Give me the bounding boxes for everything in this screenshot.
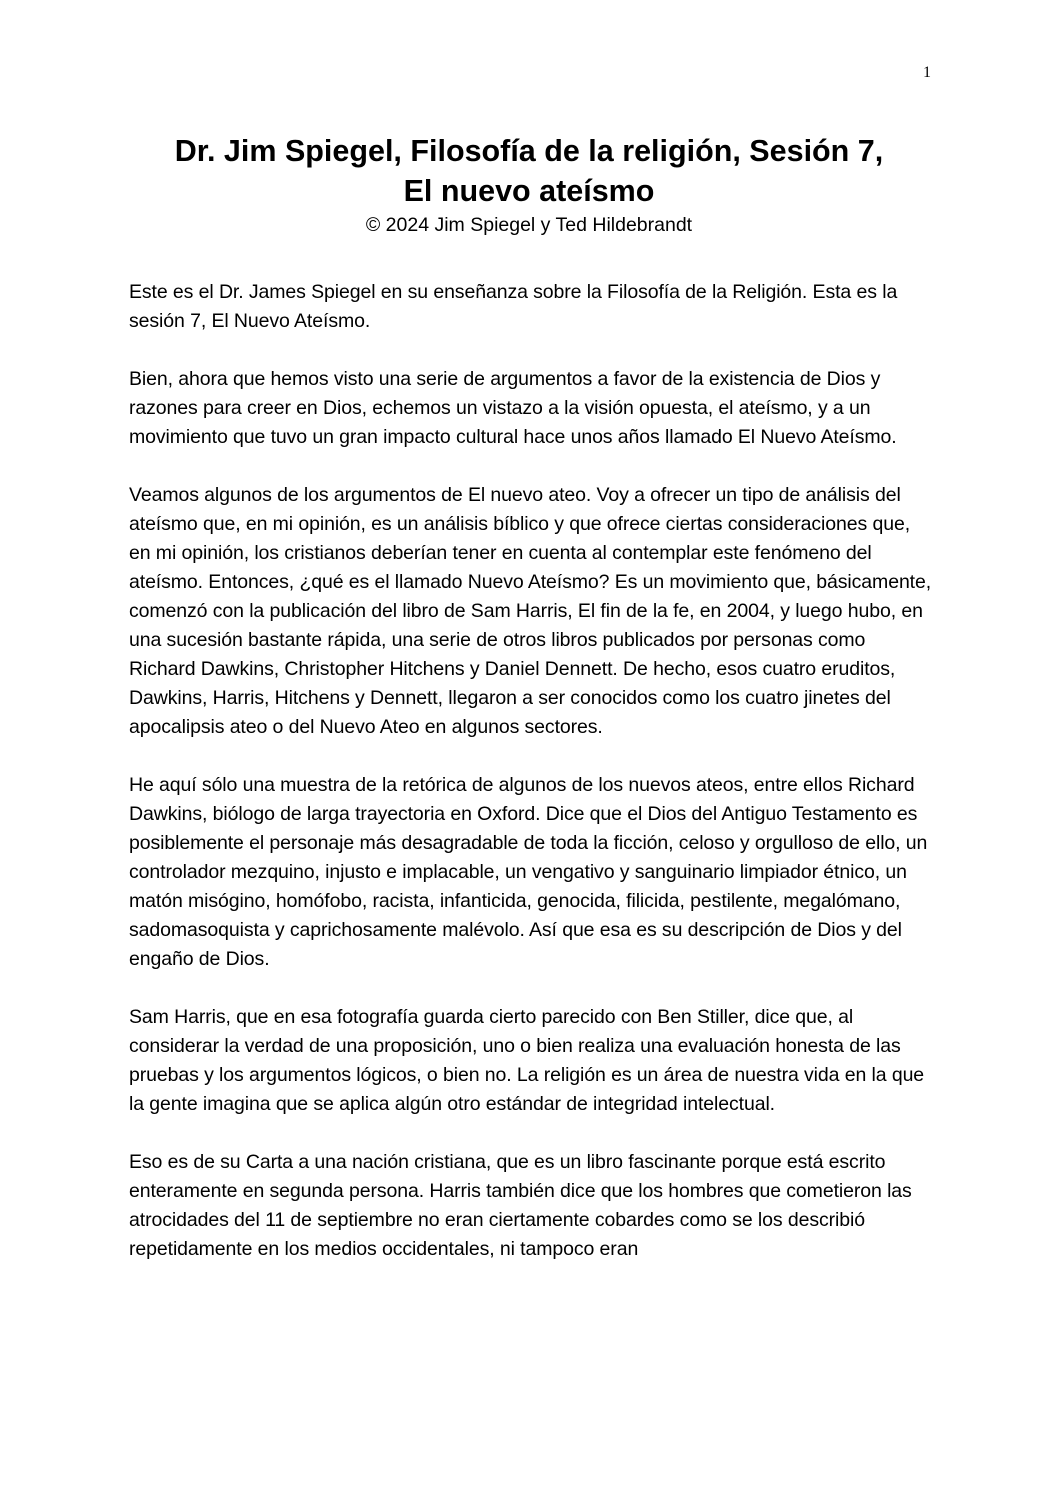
paragraph-1: Este es el Dr. James Spiegel en su enseñanza sobre la Filosofía de la Religión. Esta es la sesión 7, El Nuevo Ateísmo.	[129, 281, 898, 332]
copyright-notice: © 2024 Jim Spiegel y Ted Hildebrandt	[365, 214, 693, 236]
paragraph-2: Bien, ahora que hemos visto una serie de argumentos a favor de la existencia de Dios y razones para creer en Dios, echemos un vistazo a la visión opuesta, el ateísmo, y a un movimiento que tuvo un gran impacto cultural hace unos años llamado El Nuevo Ateísmo.	[129, 368, 897, 448]
title-line-2: El nuevo ateísmo	[403, 174, 655, 208]
paragraph-5: Sam Harris, que en esa fotografía guarda cierto parecido con Ben Stiller, dice que, al considerar la verdad de una proposición, uno o bien realiza una evaluación honesta de las pruebas y los argumentos lógicos, o bien no. La religión es un área de nuestra vida en la que la gente imagina que se aplica algún otro estándar de integridad intelectual.	[129, 1006, 925, 1115]
page-number: 1	[923, 64, 931, 81]
document-body	[129, 278, 934, 1293]
title-line-1: Dr. Jim Spiegel, Filosofía de la religión, Sesión 7,	[174, 134, 884, 168]
paragraph-3: Veamos algunos de los argumentos de El nuevo ateo. Voy a ofrecer un tipo de análisis del ateísmo que, en mi opinión, es un análisis bíblico y que ofrece ciertas consideraciones que, en mi opinión, los cristianos deberían tener en cuenta al contemplar este fenómeno del ateísmo. Entonces, ¿qué es el llamado Nuevo Ateísmo? Es un movimiento que, básicamente, comenzó con la publicación del libro de Sam Harris, El fin de la fe, en 2004, y luego hubo, en una sucesión bastante rápida, una serie de otros libros publicados por personas como Richard Dawkins, Christopher Hitchens y Daniel Dennett. De hecho, esos cuatro eruditos, Dawkins, Harris, Hitchens y Dennett, llegaron a ser conocidos como los cuatro jinetes del apocalipsis ateo o del Nuevo Ateo en algunos sectores.	[129, 484, 932, 738]
paragraph-6: Eso es de su Carta a una nación cristiana, que es un libro fascinante porque está escrito enteramente en segunda persona. Harris también dice que los hombres que cometieron las atrocidades del 11 de septiembre no eran ciertamente cobardes como se los describió repetidamente en los medios occidentales, ni tampoco eran	[129, 1151, 912, 1260]
document-header	[128, 131, 930, 239]
paragraph-4: He aquí sólo una muestra de la retórica de algunos de los nuevos ateos, entre ellos Richard Dawkins, biólogo de larga trayectoria en Oxford. Dice que el Dios del Antiguo Testamento es posiblemente el personaje más desagradable de toda la ficción, celoso y orgulloso de ello, un controlador mezquino, injusto e implacable, un vengativo y sanguinario limpiador étnico, un matón misógino, homófobo, racista, infanticida, genocida, filicida, pestilente, megalómano, sadomasoquista y caprichosamente malévolo. Así que esa es su descripción de Dios y del engaño de Dios.	[129, 774, 928, 970]
document-title	[128, 131, 930, 211]
